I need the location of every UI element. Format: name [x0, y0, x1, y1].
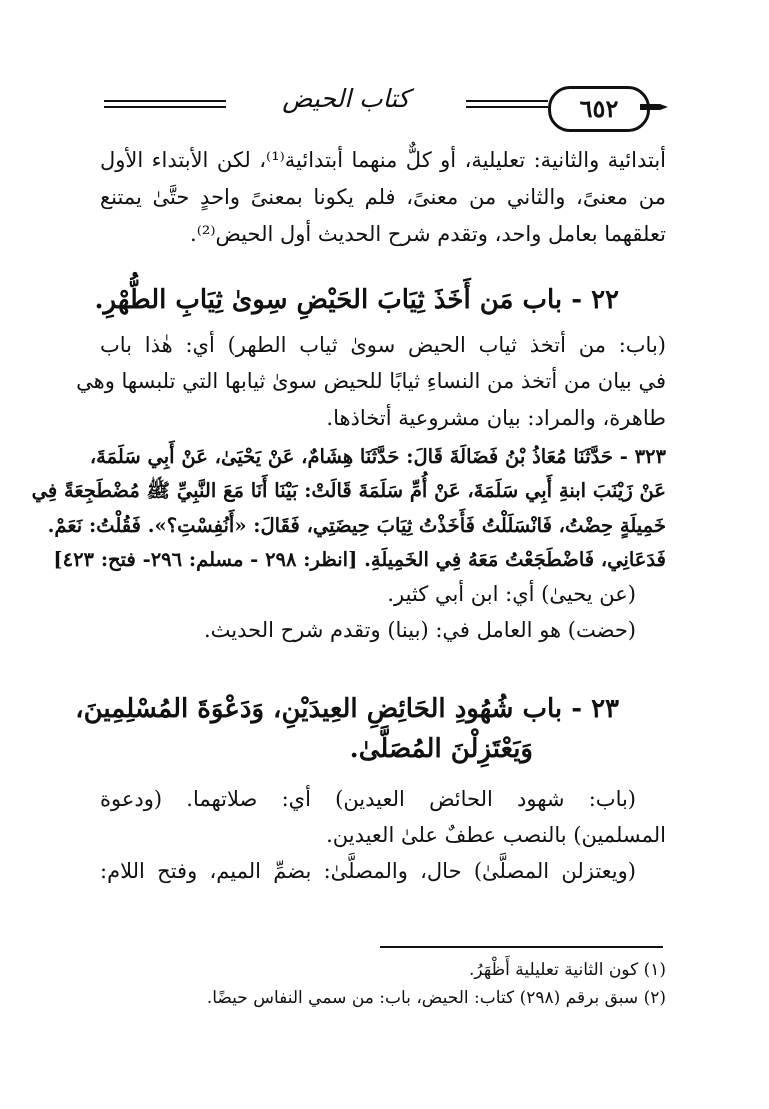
section-23-heading-1: ٢٣ - باب شُهُودِ الحَائِضِ العِيدَيْنِ، وَدَعْوَةَ المُسْلِمِينَ، — [75, 694, 619, 724]
hadith-323-line-4: فَدَعَانِي، فَاضْطَجَعْتُ مَعَهُ فِي الخَمِيلَةِ. [انظر: ٢٩٨ - مسلم: ٢٩٦- فتح: ٤٢٣] — [53, 548, 666, 571]
chapter-title: كتاب الحيض — [282, 84, 410, 113]
s22-commentary-3: طاهرة، والمراد: بيان مشروعية أتخاذها. — [326, 406, 666, 430]
page-number: ٦٥٢ — [548, 86, 650, 132]
s23-commentary-1: (باب: شهود الحائض العيدين) أي: صلاتهما. (ودعوة — [100, 787, 636, 811]
s23-commentary-2: المسلمين) بالنصب عطفٌ علىٰ العيدين. — [326, 823, 666, 847]
footnote-2: (٢) سبق برقم (٢٩٨) كتاب: الحيض، باب: من سمي النفاس حيضًا. — [206, 988, 666, 1008]
footnote-rule — [380, 946, 663, 948]
hadith-323-line-3: خَمِيلَةٍ حِضْتُ، فَانْسَلَلْتُ فَأَخَذْتُ ثِيَابَ حِيضَتِي، فَقَالَ: «أَنُفِسْتِ؟». فَقُلْتُ: نَعَمْ. — [47, 514, 666, 537]
header-rule-right — [466, 100, 548, 102]
page-number-tail-ornament — [640, 102, 668, 112]
s23-commentary-3: (ويعتزلن المصلَّىٰ) حال، والمصلَّىٰ: بضمِّ الميم، وفتح اللام: — [100, 859, 636, 883]
intro-line-3: تعلقهما بعامل واحد، وتقدم شرح الحديث أول الحيض⁽²⁾. — [190, 222, 666, 246]
hadith-323-line-2: عَنْ زَيْنَبَ ابنةِ أَبِي سَلَمَةَ، عَنْ أُمِّ سَلَمَةَ قَالَتْ: بَيْنَا أَنَا مَعَ النَّبِيِّ ﷺ مُضْطَجِعَةً فِي — [31, 479, 666, 502]
section-23-heading-2: وَيَعْتَزِلْنَ المُصَلَّىٰ. — [349, 734, 533, 764]
header-rule-left-2 — [104, 106, 226, 108]
header-rule-left — [104, 100, 226, 102]
s22-note-2: (حضت) هو العامل في: (بينا) وتقدم شرح الحديث. — [203, 618, 636, 642]
section-22-heading: ٢٢ - باب مَن أَخَذَ ثِيَابَ الحَيْضِ سِوىٰ ثِيَابِ الطُّهْرِ. — [94, 285, 619, 315]
s22-commentary-1: (باب: من أتخذ ثياب الحيض سوىٰ ثياب الطهر) أي: هٰذا باب — [100, 333, 666, 357]
s22-commentary-2: في بيان من أتخذ من النساءِ ثيابًا للحيض سوىٰ ثيابها التي تلبسها وهي — [76, 369, 666, 393]
intro-line-1: أبتدائية والثانية: تعليلية، أو كلٌّ منهما أبتدائية⁽¹⁾، لكن الأبتداء الأول — [100, 148, 666, 172]
s22-note-1: (عن يحيىٰ) أي: ابن أبي كثير. — [387, 582, 636, 606]
header-rule-right-2 — [466, 106, 548, 108]
footnote-1: (١) كون الثانية تعليلية أَظْهَرُ. — [468, 960, 666, 980]
hadith-323-line-1: ٣٢٣ - حَدَّثَنَا مُعَاذُ بْنُ فَضَالَةَ قَالَ: حَدَّثَنَا هِشَامٌ، عَنْ يَحْيَىٰ، عَنْ أَبِي سَلَمَةَ، — [89, 445, 666, 468]
intro-line-2: من معنىً، والثاني من معنىً، فلم يكونا بمعنىً واحدٍ حتَّىٰ يمتنع — [100, 185, 666, 209]
